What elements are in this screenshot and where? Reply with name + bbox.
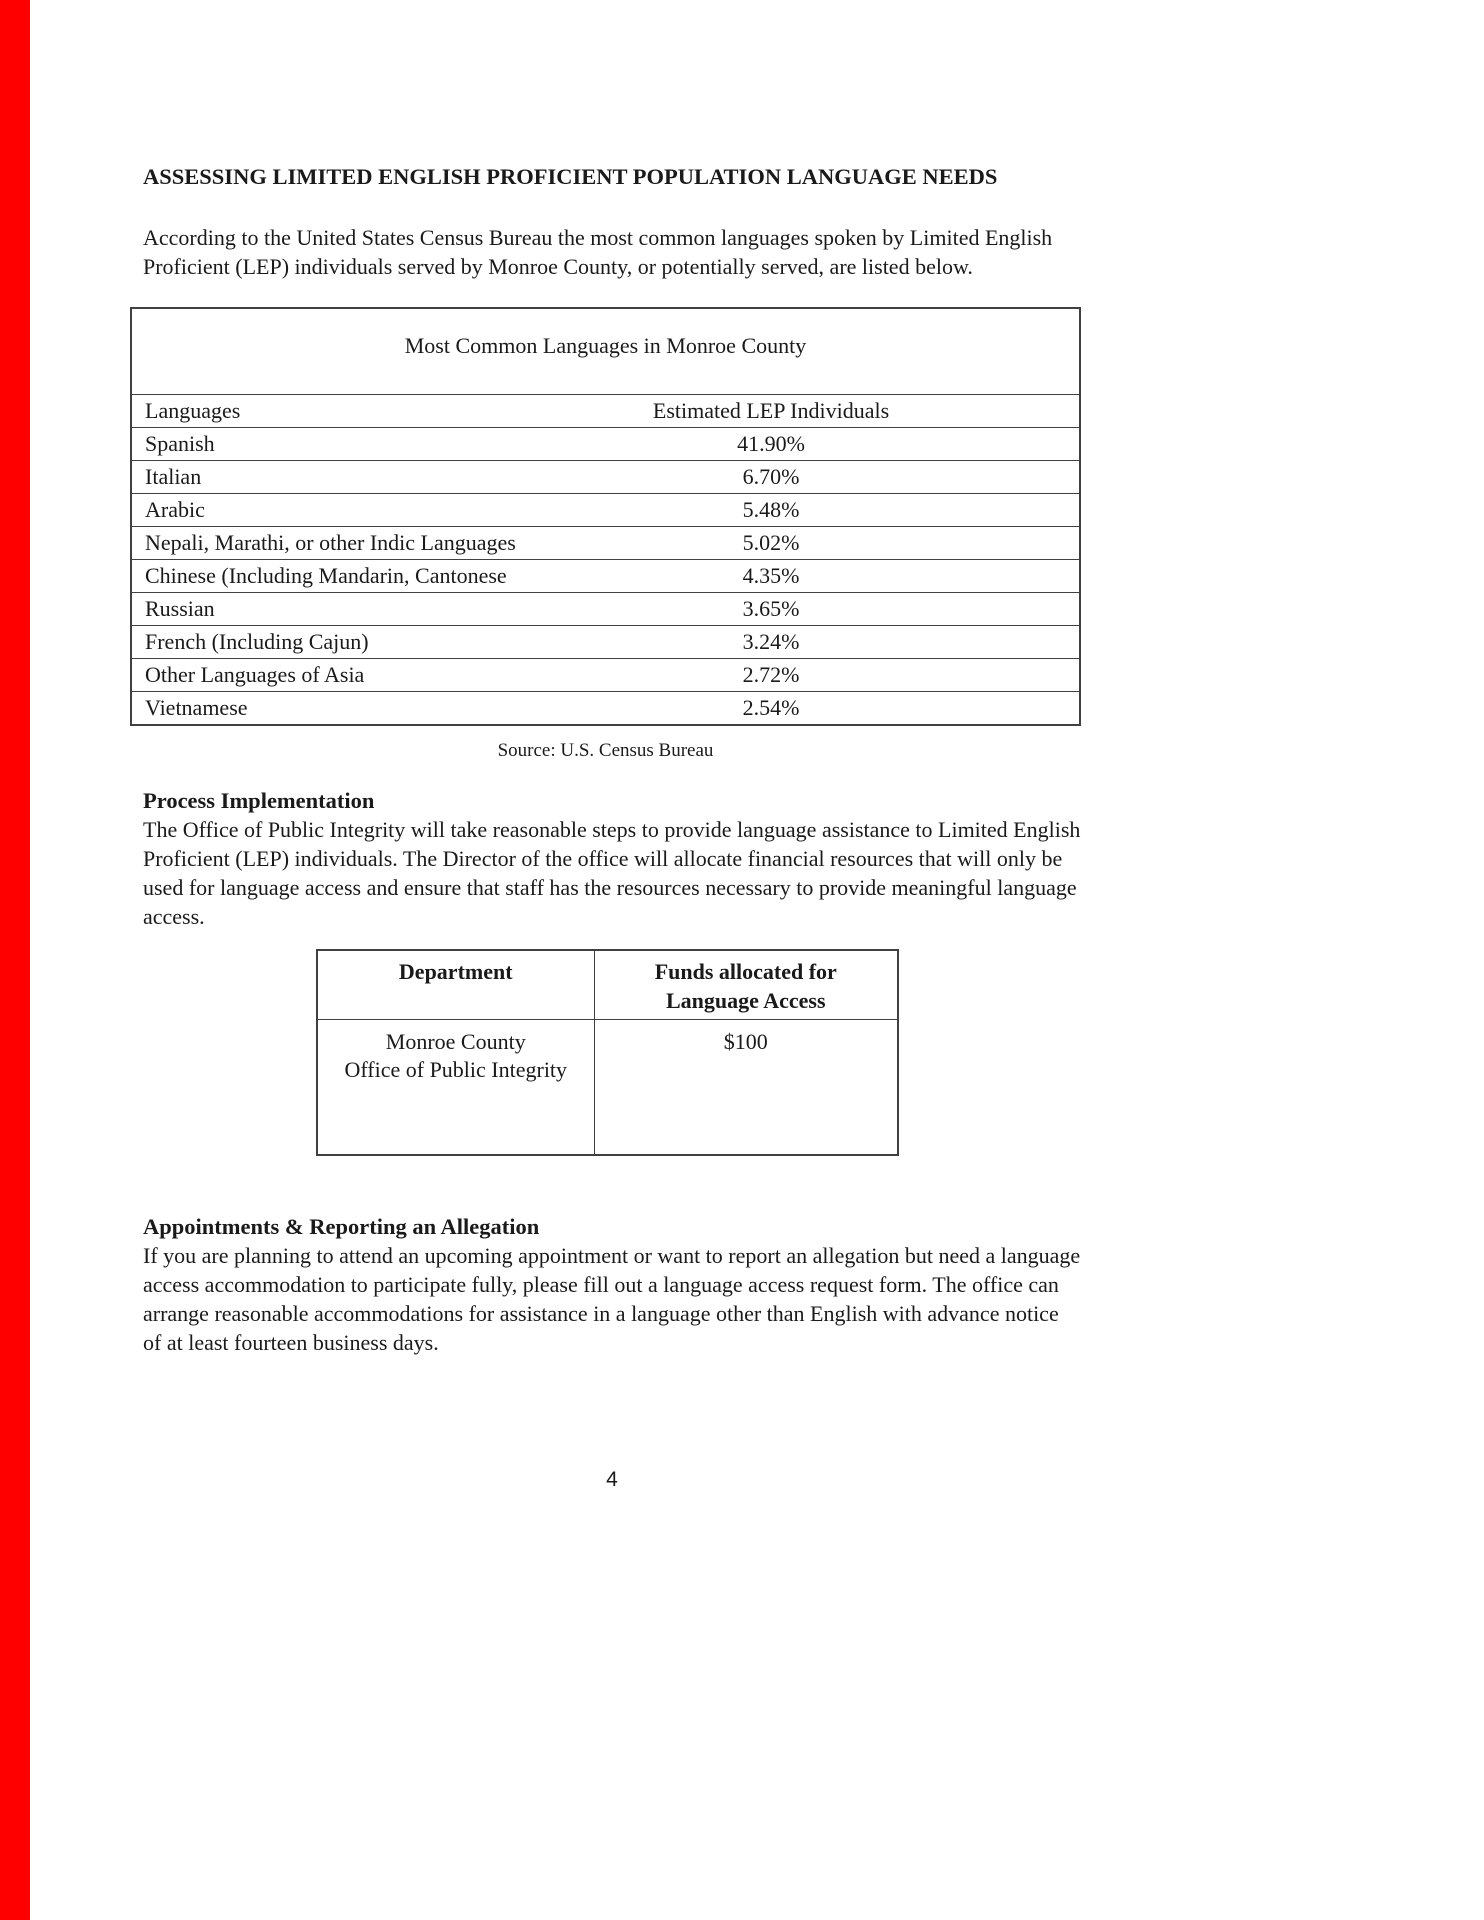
table-row	[131, 592, 1080, 625]
department-cell	[317, 1019, 594, 1155]
page-number: 4	[606, 1468, 618, 1491]
page-edge-accent-bar	[0, 0, 30, 1920]
language-percent: 2.72%	[577, 658, 1080, 691]
intro-paragraph: According to the United States Census Bureau the most common languages spoken by Limited English Proficient (LEP) individuals served by Monroe County, or potentially served, are listed below.	[143, 225, 1053, 279]
language-percent: 4.35%	[577, 559, 1080, 592]
languages-table-title: Most Common Languages in Monroe County	[404, 333, 807, 359]
table-row	[131, 460, 1080, 493]
appointments-heading: Appointments & Reporting an Allegation	[143, 1214, 540, 1239]
document-title: ASSESSING LIMITED ENGLISH PROFICIENT POPULATION LANGUAGE NEEDS	[143, 164, 998, 189]
table-title-row	[131, 308, 1080, 394]
funds-amount-cell: $100	[594, 1019, 898, 1155]
language-name: Arabic	[131, 493, 577, 526]
table-row	[131, 559, 1080, 592]
table-header-row	[131, 394, 1080, 427]
funds-header-line1: Funds allocated for	[654, 958, 837, 984]
department-line2: Office of Public Integrity	[344, 1056, 568, 1082]
column-header-estimated-lep: Estimated LEP Individuals	[577, 394, 1080, 427]
language-percent: 6.70%	[577, 460, 1080, 493]
column-header-languages: Languages	[131, 394, 577, 427]
language-name: Italian	[131, 460, 577, 493]
language-percent: 3.24%	[577, 625, 1080, 658]
language-percent: 5.48%	[577, 493, 1080, 526]
process-implementation-heading: Process Implementation	[143, 787, 375, 813]
funds-table	[316, 949, 899, 1157]
funds-table-row	[317, 1019, 898, 1155]
table-row	[131, 526, 1080, 559]
languages-table	[130, 307, 1081, 726]
funds-table-header-row	[317, 950, 898, 1020]
language-percent: 3.65%	[577, 592, 1080, 625]
funds-header-line2: Language Access	[666, 987, 826, 1013]
language-name: Chinese (Including Mandarin, Cantonese	[131, 559, 577, 592]
column-header-funds	[594, 950, 898, 1020]
language-percent: 41.90%	[577, 427, 1080, 460]
language-name: Spanish	[131, 427, 577, 460]
table-row	[131, 691, 1080, 725]
table-row	[131, 625, 1080, 658]
process-implementation-paragraph: The Office of Public Integrity will take reasonable steps to provide language assistance to Limited English Proficient (LEP) individuals. The Director of the office will allocate financial resources that will only be used for language access and ensure that staff has the resources necessary to provide meaningful language access.	[143, 816, 1081, 929]
language-name: Other Languages of Asia	[131, 658, 577, 691]
language-percent: 5.02%	[577, 526, 1080, 559]
table-row	[131, 493, 1080, 526]
page-content	[143, 0, 1081, 1357]
table-source-caption: Source: U.S. Census Bureau	[497, 739, 714, 761]
language-name: Russian	[131, 592, 577, 625]
table-row	[131, 658, 1080, 691]
department-line1: Monroe County	[385, 1028, 526, 1054]
column-header-department: Department	[317, 950, 594, 1020]
language-percent: 2.54%	[577, 691, 1080, 725]
appointments-paragraph: If you are planning to attend an upcoming appointment or want to report an allegation but need a language access accommodation to participate fully, please fill out a language access request form. The office can arrange reasonable accommodations for assistance in a language other than English with advance notice of at least fourteen business days.	[143, 1243, 1081, 1355]
language-name: Nepali, Marathi, or other Indic Languages	[131, 526, 577, 559]
language-name: French (Including Cajun)	[131, 625, 577, 658]
table-row	[131, 427, 1080, 460]
language-name: Vietnamese	[131, 691, 577, 725]
